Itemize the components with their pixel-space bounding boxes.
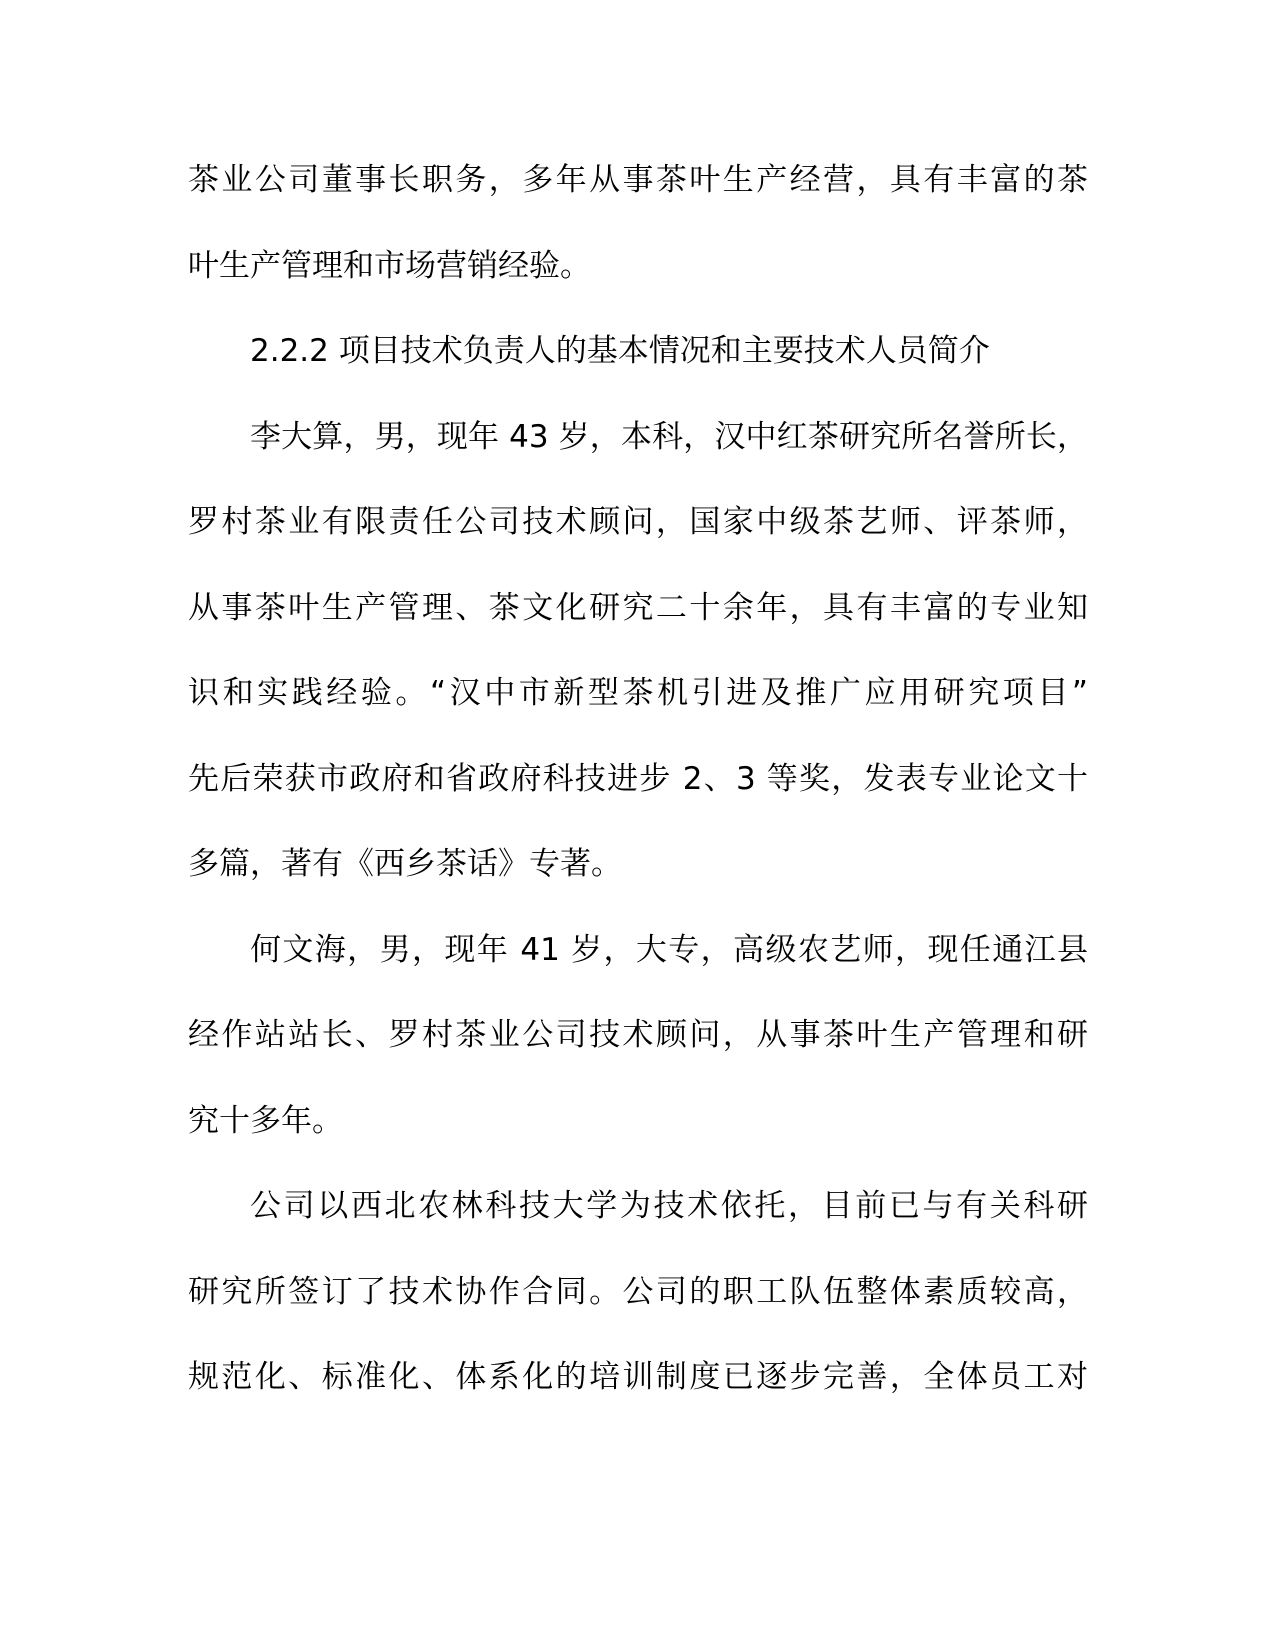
text-line: 茶业公司董事长职务，多年从事茶叶生产经营，具有丰富的茶 xyxy=(188,162,1088,198)
text-line: 叶生产管理和市场营销经验。 xyxy=(188,247,591,284)
text-line: 先后荣获市政府和省政府科技进步 2、3 等奖，发表专业论文十 xyxy=(188,760,1088,797)
paragraph-intro-continued xyxy=(188,138,1088,309)
text-line: 多篇，著有《西乡茶话》专著。 xyxy=(188,846,622,882)
paragraph-he-wenhai xyxy=(188,908,1088,1165)
text-line: 研究所签订了技术协作合同。公司的职工队伍整体素质较高， xyxy=(188,1273,1088,1310)
text-line: 究十多年。 xyxy=(188,1102,343,1139)
paragraph-li-dasuan xyxy=(188,395,1088,908)
text-line: 李大算，男，现年 43 岁，本科，汉中红茶研究所名誉所长， xyxy=(250,418,1088,455)
text-line: 公司以西北农林科技大学为技术依托，目前已与有关科研 xyxy=(250,1188,1088,1224)
text-line: 何文海，男，现年 41 岁，大专，高级农艺师，现任通江县 xyxy=(250,931,1088,968)
text-line: 经作站站长、罗村茶业公司技术顾问，从事茶叶生产管理和研 xyxy=(188,1017,1088,1053)
text-line: 罗村茶业有限责任公司技术顾问，国家中级茶艺师、评茶师， xyxy=(188,504,1088,540)
paragraph-company-support xyxy=(188,1164,1088,1421)
text-line: 从事茶叶生产管理、茶文化研究二十余年，具有丰富的专业知 xyxy=(188,589,1088,626)
document-body xyxy=(188,138,1088,1421)
section-heading: 2.2.2 项目技术负责人的基本情况和主要技术人员简介 xyxy=(250,333,990,369)
text-line: 识和实践经验。“汉中市新型茶机引进及推广应用研究项目” xyxy=(188,675,1088,711)
text-line: 规范化、标准化、体系化的培训制度已逐步完善，全体员工对 xyxy=(188,1359,1088,1395)
section-heading-2-2-2 xyxy=(188,309,1088,395)
